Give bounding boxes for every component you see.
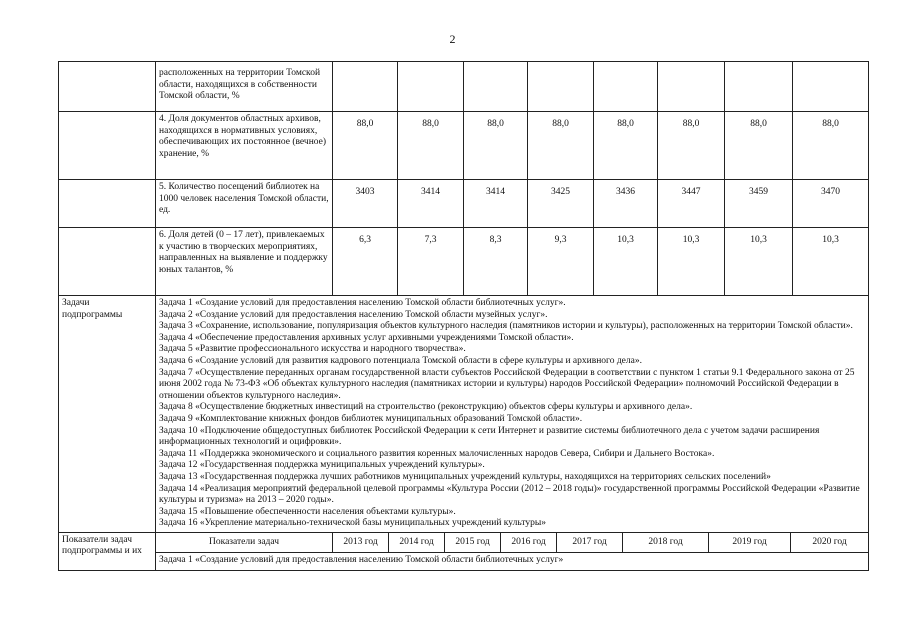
task-item: Задача 12 «Государственная поддержка муниципальных учреждений культуры». bbox=[159, 460, 485, 471]
indicator-value bbox=[793, 62, 869, 112]
year-header: 2016 год bbox=[501, 532, 557, 552]
empty-cell bbox=[59, 62, 156, 112]
indicator-value: 3414 bbox=[464, 180, 528, 228]
indicator-value bbox=[594, 62, 658, 112]
indicator-value: 3459 bbox=[725, 180, 793, 228]
indicators-header: Показатели задач bbox=[156, 532, 333, 552]
indicator-value bbox=[658, 62, 725, 112]
year-header: 2013 год bbox=[333, 532, 389, 552]
indicator-value: 88,0 bbox=[658, 112, 725, 180]
indicator-value: 10,3 bbox=[658, 228, 725, 296]
indicator-value: 3447 bbox=[658, 180, 725, 228]
task-item: Задача 14 «Реализация мероприятий федеральной целевой программы «Культура России (2012 – 2018 годы)» государственной программы Российской Федерации «Развитие культуры и туризма» на 2013 – 2020 годы». bbox=[159, 483, 860, 506]
indicator-label: 4. Доля документов областных архивов, находящихся в нормативных условиях, обеспечивающих их постоянное (вечное) хранение, % bbox=[156, 112, 333, 180]
task-item: Задача 7 «Осуществление переданных органам государственной власти субъектов Российской Федерации в соответствии с пунктом 1 статьи 9.1 Федерального закона от 25 июня 2002 года № 73-ФЗ «Об объектах культурного наследия (памятниках истории и культуры) народов Российской Федерации» полномочий Российской Федерации в отношении объектов культурного наследия». bbox=[159, 367, 855, 401]
indicator-value: 88,0 bbox=[333, 112, 398, 180]
task-item: Задача 2 «Создание условий для предоставления населению Томской области музейных услуг». bbox=[159, 309, 548, 320]
page-number: 2 bbox=[449, 32, 456, 46]
year-header-row bbox=[59, 532, 869, 552]
indicator-value bbox=[464, 62, 528, 112]
task-item: Задача 13 «Государственная поддержка лучших работников муниципальных учреждений культуры, находящихся на территориях сельских поселений» bbox=[159, 471, 771, 482]
task-item: Задача 10 «Подключение общедоступных библиотек Российской Федерации к сети Интернет и развитие системы библиотечного дела с учетом задачи расширения информационных технологий и оцифровки». bbox=[159, 425, 820, 448]
indicator-value: 10,3 bbox=[793, 228, 869, 296]
indicator-value: 88,0 bbox=[464, 112, 528, 180]
indicator-value: 10,3 bbox=[725, 228, 793, 296]
indicator-value: 88,0 bbox=[594, 112, 658, 180]
tasks-label: Задачи подпрограммы bbox=[59, 296, 156, 533]
indicator-label: 6. Доля детей (0 – 17 лет), привлекаемых к участию в творческих мероприятиях, направленных на выявление и поддержку юных талантов, % bbox=[156, 228, 333, 296]
year-header: 2020 год bbox=[791, 532, 869, 552]
indicator-row bbox=[59, 180, 869, 228]
indicator-value bbox=[528, 62, 594, 112]
year-header: 2014 год bbox=[389, 532, 445, 552]
indicator-value: 8,3 bbox=[464, 228, 528, 296]
indicator-value: 88,0 bbox=[528, 112, 594, 180]
indicator-values-table bbox=[58, 61, 869, 533]
document-table-container bbox=[58, 61, 868, 571]
indicator-row bbox=[59, 62, 869, 112]
indicator-value: 7,3 bbox=[398, 228, 464, 296]
indicator-row bbox=[59, 112, 869, 180]
indicator-value bbox=[333, 62, 398, 112]
year-header: 2015 год bbox=[445, 532, 501, 552]
indicator-value: 88,0 bbox=[793, 112, 869, 180]
task-indicators-table bbox=[58, 532, 869, 571]
indicator-value: 3425 bbox=[528, 180, 594, 228]
indicator-value: 3436 bbox=[594, 180, 658, 228]
indicator-value: 6,3 bbox=[333, 228, 398, 296]
task-item: Задача 5 «Развитие профессионального искусства и народного творчества». bbox=[159, 344, 466, 355]
year-header: 2017 год bbox=[557, 532, 623, 552]
indicator-value: 9,3 bbox=[528, 228, 594, 296]
indicator-value: 88,0 bbox=[725, 112, 793, 180]
indicator-label: 5. Количество посещений библиотек на 1000 человек населения Томской области, ед. bbox=[156, 180, 333, 228]
first-task-row bbox=[59, 552, 869, 570]
empty-cell bbox=[59, 228, 156, 296]
year-header: 2019 год bbox=[709, 532, 791, 552]
first-task-title: Задача 1 «Создание условий для предоставления населению Томской области библиотечных услуг» bbox=[156, 552, 869, 570]
indicator-value: 3414 bbox=[398, 180, 464, 228]
task-item: Задача 9 «Комплектование книжных фондов библиотек муниципальных образований Томской области». bbox=[159, 413, 583, 424]
task-item: Задача 11 «Поддержка экономического и социального развития коренных малочисленных народов Севера, Сибири и Дальнего Востока». bbox=[159, 448, 715, 459]
task-item: Задача 15 «Повышение обеспеченности населения объектами культуры». bbox=[159, 506, 456, 517]
task-item: Задача 6 «Создание условий для развития кадрового потенциала Томской области в сфере культуры и архивного дела». bbox=[159, 355, 642, 366]
task-item: Задача 8 «Осуществление бюджетных инвестиций на строительство (реконструкцию) объектов сферы культуры и архивного дела». bbox=[159, 402, 693, 413]
indicator-value bbox=[398, 62, 464, 112]
tasks-list bbox=[156, 296, 869, 533]
tasks-row bbox=[59, 296, 869, 533]
year-header: 2018 год bbox=[623, 532, 709, 552]
task-item: Задача 3 «Сохранение, использование, популяризация объектов культурного наследия (памятников истории и культуры), расположенных на территории Томской области». bbox=[159, 321, 853, 332]
task-item: Задача 4 «Обеспечение предоставления архивных услуг архивными учреждениями Томской области». bbox=[159, 332, 574, 343]
indicator-value: 88,0 bbox=[398, 112, 464, 180]
empty-cell bbox=[59, 180, 156, 228]
empty-cell bbox=[59, 112, 156, 180]
indicator-row bbox=[59, 228, 869, 296]
task-item: Задача 16 «Укрепление материально-технической базы муниципальных учреждений культуры» bbox=[159, 518, 546, 529]
indicator-value bbox=[725, 62, 793, 112]
task-item: Задача 1 «Создание условий для предоставления населению Томской области библиотечных услуг». bbox=[159, 298, 566, 308]
indicator-value: 3403 bbox=[333, 180, 398, 228]
indicators-section-label: Показатели задач подпрограммы и их bbox=[59, 532, 156, 570]
indicator-value: 3470 bbox=[793, 180, 869, 228]
indicator-label: расположенных на территории Томской области, находящихся в собственности Томской области, % bbox=[156, 62, 333, 112]
indicator-value: 10,3 bbox=[594, 228, 658, 296]
